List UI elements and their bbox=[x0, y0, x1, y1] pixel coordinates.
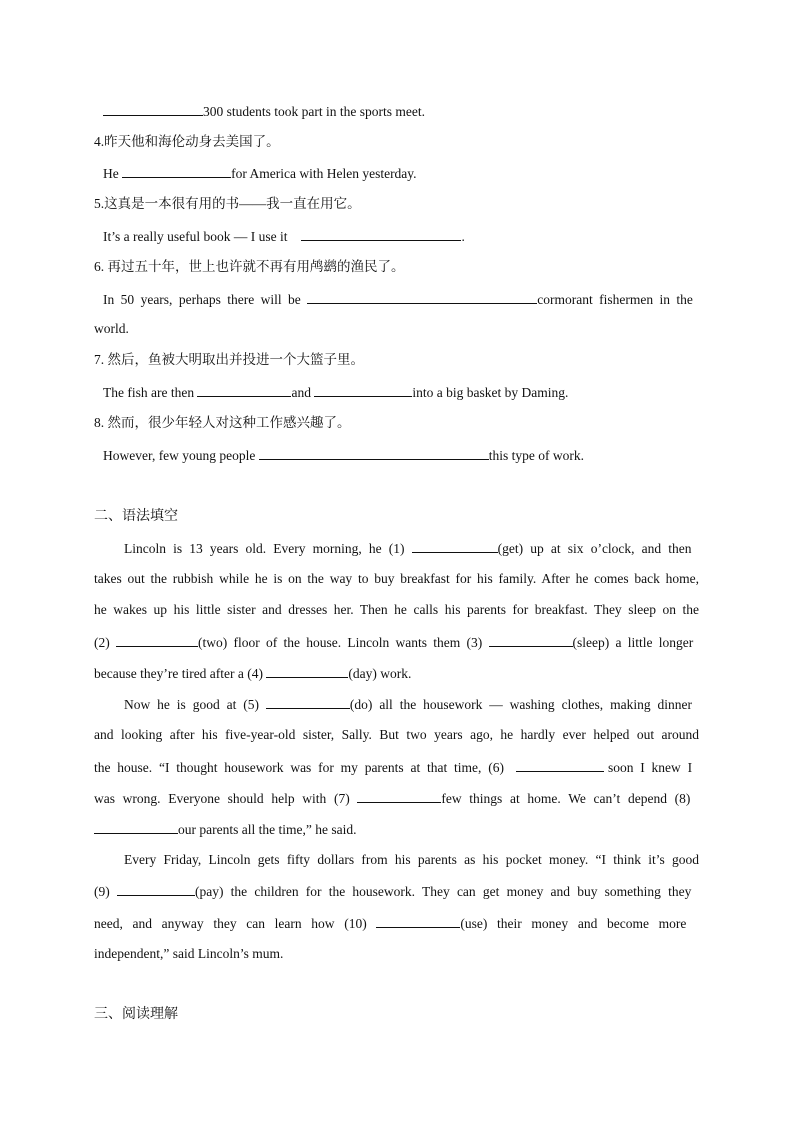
p2-text: our parents all the time,” he said. bbox=[178, 822, 357, 837]
blank-5[interactable] bbox=[266, 695, 350, 709]
p3-text: need, and anyway they can learn how (10) bbox=[94, 916, 377, 931]
q4-text-b: for America with Helen yesterday. bbox=[231, 166, 417, 181]
p1-line-4 bbox=[94, 633, 693, 652]
q6-chinese: 6. 再过五十年，世上也许就不再有用鸬鹚的渔民了。 bbox=[94, 259, 405, 274]
p2-text: soon I knew I bbox=[607, 760, 693, 775]
q4-answer-line bbox=[103, 164, 417, 183]
blank-4[interactable] bbox=[266, 664, 348, 678]
q6-answer-line bbox=[103, 290, 693, 309]
p2-line-1 bbox=[124, 695, 692, 714]
answer-blank[interactable] bbox=[314, 383, 412, 397]
answer-blank[interactable] bbox=[122, 164, 231, 178]
p1-text: (sleep) a little longer bbox=[572, 635, 694, 650]
answer-blank[interactable] bbox=[301, 227, 461, 241]
q7-chinese: 7. 然后，鱼被大明取出并投进一个大篮子里。 bbox=[94, 352, 364, 367]
p2-line-3 bbox=[94, 758, 692, 777]
answer-blank[interactable] bbox=[103, 102, 203, 116]
p2-line-2: and looking after his five-year-old sister, Sally. But two years ago, he hardly ever helped out around bbox=[94, 727, 700, 742]
grammar-heading: 二、语法填空 bbox=[94, 509, 178, 524]
q3-text: 300 students took part in the sports meet. bbox=[203, 104, 425, 119]
blank-7[interactable] bbox=[357, 789, 441, 803]
p2-text: was wrong. Everyone should help with (7) bbox=[94, 791, 358, 806]
p3-text: (use) their money and become more bbox=[460, 916, 687, 931]
p3-line-4: independent,” said Lincoln’s mum. bbox=[94, 946, 284, 961]
blank-3[interactable] bbox=[489, 633, 573, 647]
p1-line-3: he wakes up his little sister and dresses her. Then he calls his parents for breakfast. They sleep on the bbox=[94, 602, 700, 617]
q6-answer-continued: world. bbox=[94, 321, 129, 336]
blank-1[interactable] bbox=[412, 539, 498, 553]
p1-text: (get) up at six o’clock, and then bbox=[497, 541, 692, 556]
q4-chinese: 4.昨天他和海伦动身去美国了。 bbox=[94, 134, 280, 149]
p1-text: (day) work. bbox=[348, 666, 412, 681]
blank-9[interactable] bbox=[117, 882, 195, 896]
p3-text: (9) bbox=[94, 884, 117, 899]
q7-text-b: and bbox=[291, 385, 315, 400]
answer-blank[interactable] bbox=[307, 290, 537, 304]
p3-line-3 bbox=[94, 914, 686, 933]
q7-answer-line bbox=[103, 383, 568, 402]
q7-text-c: into a big basket by Daming. bbox=[412, 385, 569, 400]
p1-text: Lincoln is 13 years old. Every morning, he (1) bbox=[124, 541, 412, 556]
blank-2[interactable] bbox=[116, 633, 198, 647]
p2-line-5 bbox=[94, 820, 356, 839]
p2-line-4 bbox=[94, 789, 690, 808]
q3-answer-line bbox=[103, 102, 425, 121]
p2-text: the house. “I thought housework was for my parents at that time, (6) bbox=[94, 760, 504, 775]
p2-text: few things at home. We can’t depend (8) bbox=[441, 791, 691, 806]
answer-blank[interactable] bbox=[197, 383, 291, 397]
q5-text-a: It’s a really useful book — I use it bbox=[103, 229, 288, 244]
answer-blank[interactable] bbox=[259, 446, 489, 460]
reading-heading: 三、阅读理解 bbox=[94, 1007, 178, 1022]
blank-8[interactable] bbox=[94, 820, 178, 834]
p1-text: because they’re tired after a (4) bbox=[94, 666, 267, 681]
p1-line-1 bbox=[124, 539, 692, 558]
q8-text-b: this type of work. bbox=[488, 448, 585, 463]
q6-text-b: cormorant fishermen in the bbox=[537, 292, 693, 307]
p3-line-2 bbox=[94, 882, 691, 901]
q5-answer-line bbox=[103, 227, 465, 246]
q5-chinese: 5.这真是一本很有用的书——我一直在用它。 bbox=[94, 196, 361, 211]
p1-line-2: takes out the rubbish while he is on the way to buy breakfast for his family. After he comes back home, bbox=[94, 571, 699, 586]
p3-line-1: Every Friday, Lincoln gets fifty dollars from his parents as his pocket money. “I think it’s good bbox=[124, 852, 700, 867]
p2-text: (do) all the housework — washing clothes, making dinner bbox=[349, 697, 692, 712]
p2-text: Now he is good at (5) bbox=[124, 697, 266, 712]
q8-answer-line bbox=[103, 446, 584, 465]
q6-text-a: In 50 years, perhaps there will be bbox=[103, 292, 308, 307]
blank-10[interactable] bbox=[376, 914, 460, 928]
q8-chinese: 8. 然而，很少年轻人对这种工作感兴趣了。 bbox=[94, 415, 351, 430]
q7-text-a: The fish are then bbox=[103, 385, 198, 400]
blank-6[interactable] bbox=[516, 758, 604, 772]
q8-text-a: However, few young people bbox=[103, 448, 259, 463]
p1-line-5 bbox=[94, 664, 411, 683]
q4-text-a: He bbox=[103, 166, 123, 181]
p1-text: (two) floor of the house. Lincoln wants them (3) bbox=[198, 635, 489, 650]
p1-text: (2) bbox=[94, 635, 116, 650]
q5-text-b: . bbox=[461, 229, 465, 244]
p3-text: (pay) the children for the housework. They can get money and buy something they bbox=[194, 884, 692, 899]
